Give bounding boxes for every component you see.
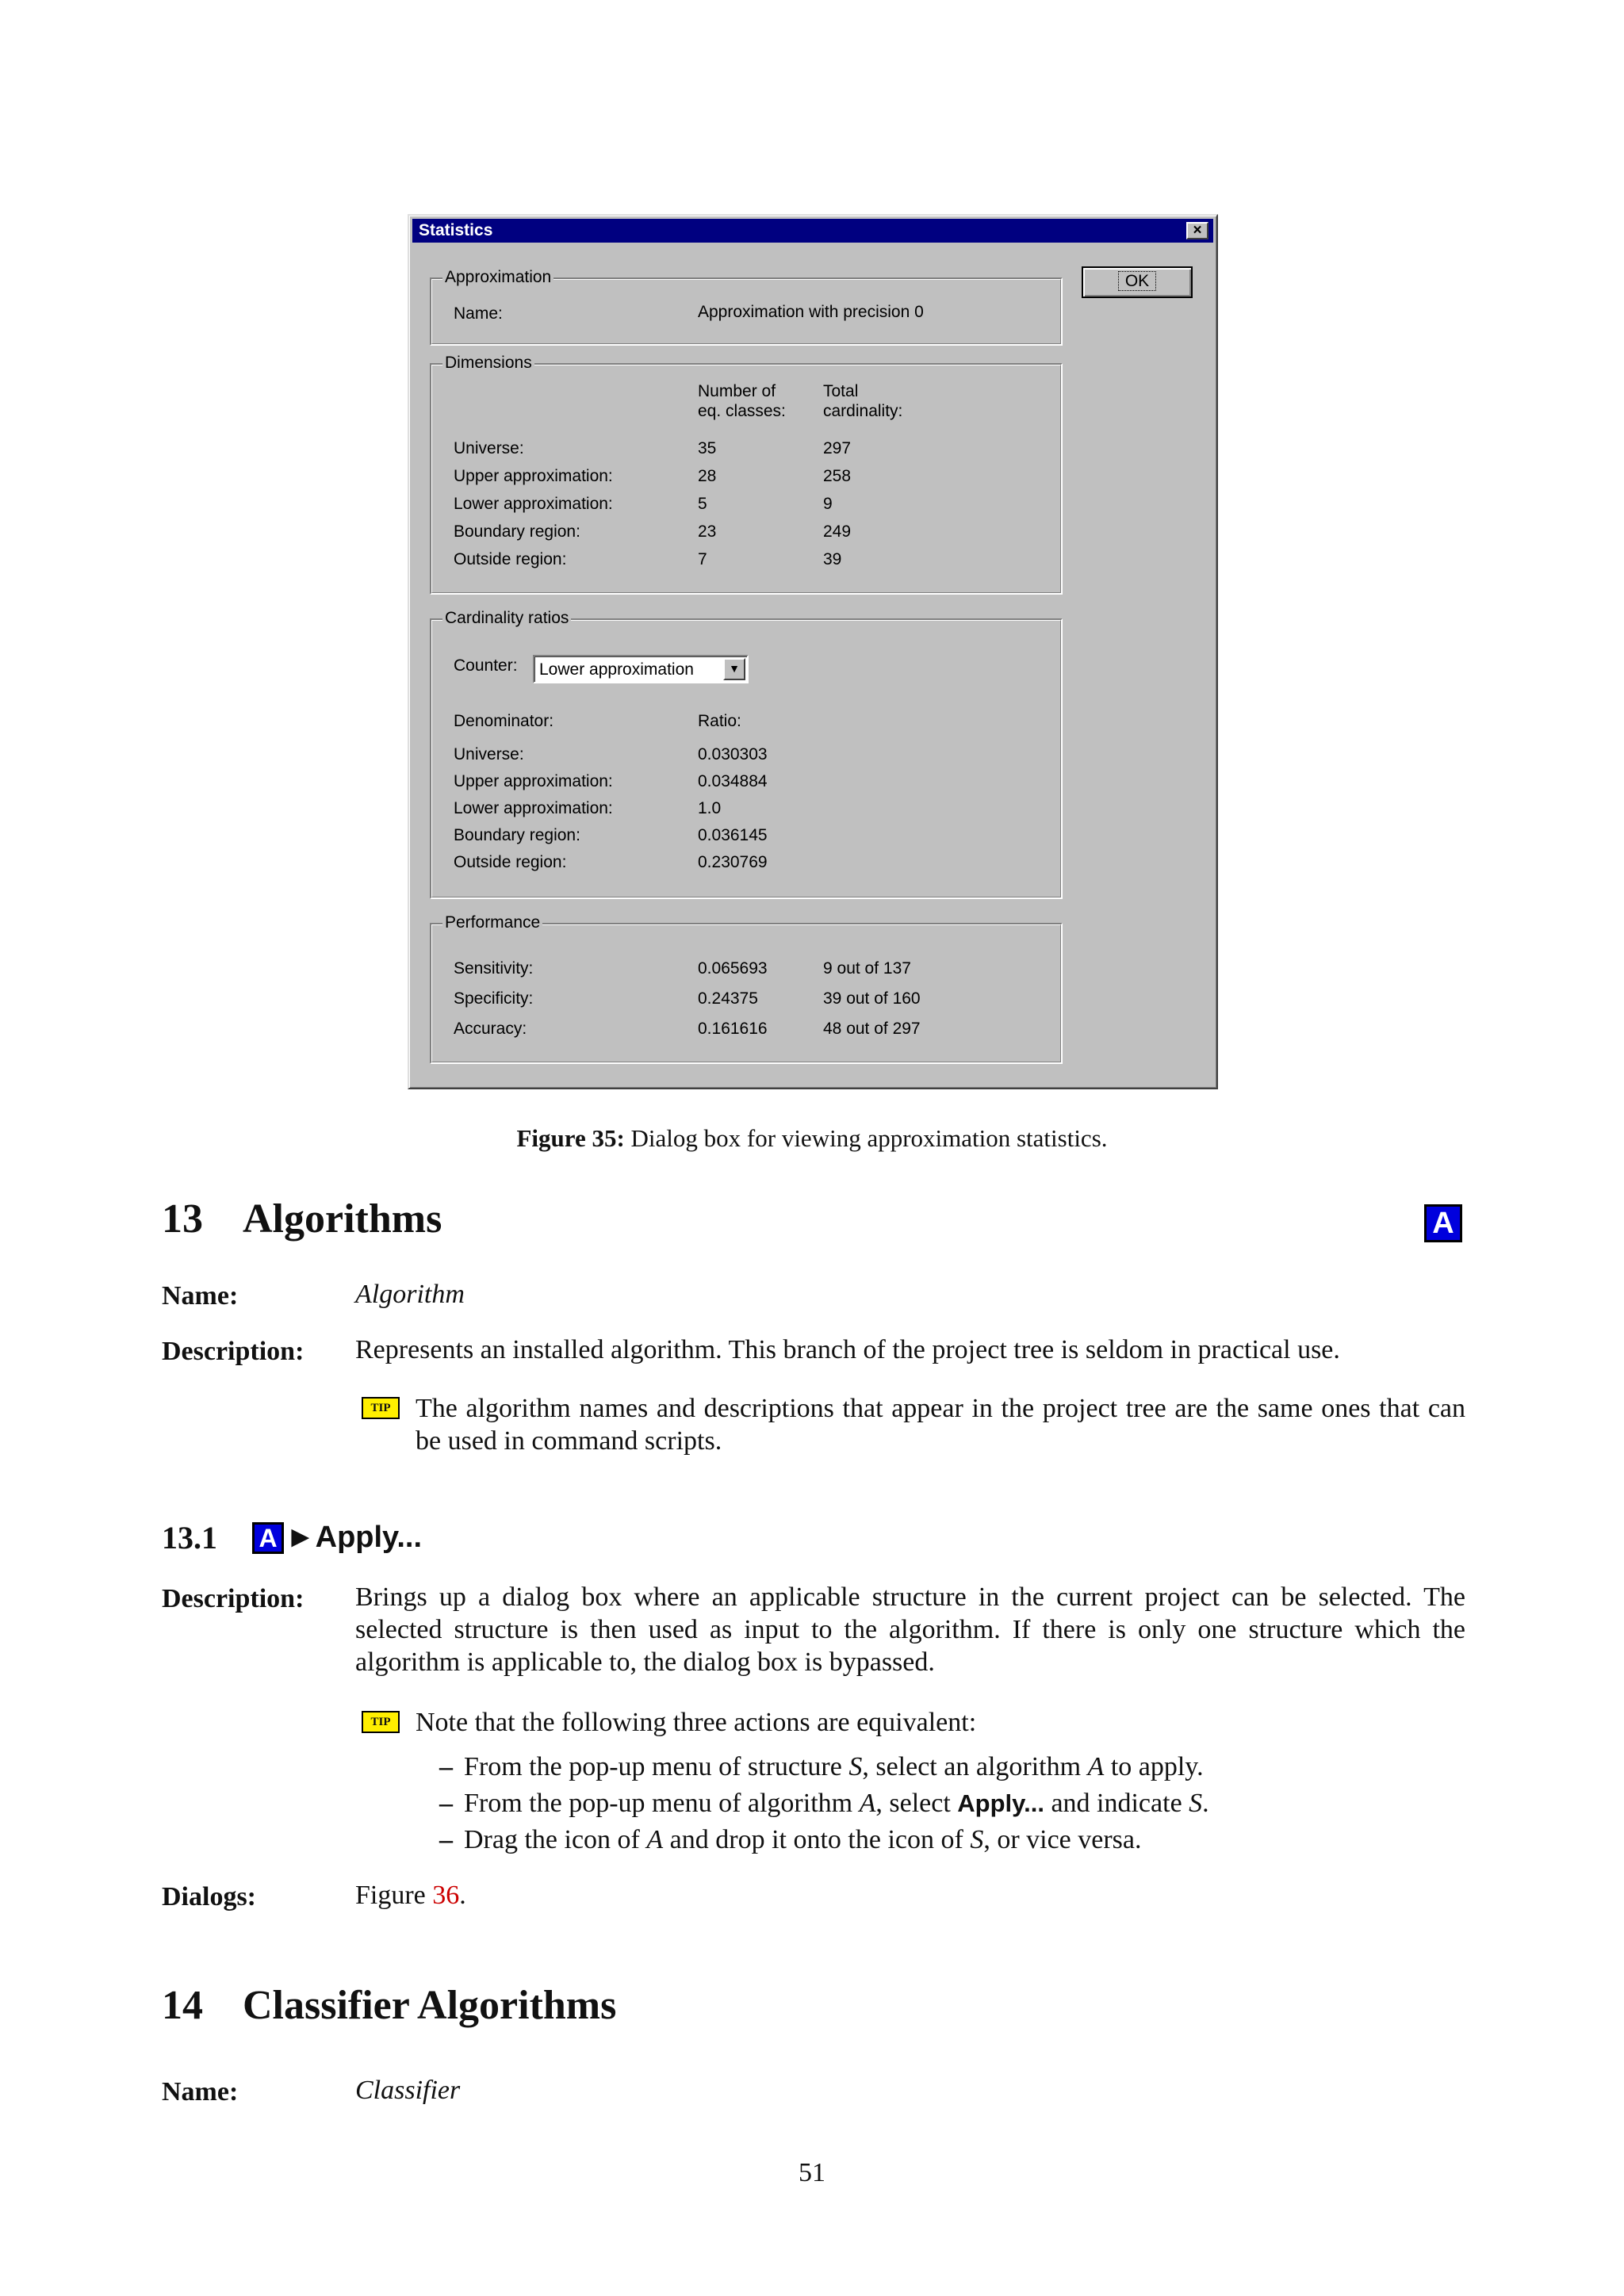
ratio-row-value: 0.034884: [698, 772, 768, 790]
list-text: , select: [875, 1789, 958, 1818]
tip-text: The algorithm names and descriptions that appear in the project tree are the same ones that can be used in command scripts.: [416, 1394, 1465, 1456]
performance-row-value: 0.24375: [698, 989, 758, 1008]
list-variable: A: [1087, 1752, 1105, 1781]
dimensions-row-label: Outside region:: [454, 550, 567, 568]
dimensions-col1-header-line1: Number of: [698, 382, 776, 400]
cardinality-ratios-legend: Cardinality ratios: [442, 609, 571, 628]
figure-caption: [0, 1124, 1624, 1153]
apply-menu-item: Apply...: [315, 1521, 423, 1554]
approximation-group: [430, 268, 1063, 346]
dimensions-row-label: Universe:: [454, 439, 524, 457]
dialogs-suffix: .: [459, 1881, 466, 1910]
approximation-name-label: Name:: [454, 304, 503, 323]
performance-group: [430, 913, 1063, 1064]
description-text: Represents an installed algorithm. This branch of the project tree is seldom in practical use.: [355, 1335, 1340, 1364]
list-text: and indicate: [1044, 1789, 1189, 1818]
section-13-1-title: [285, 1521, 422, 1555]
list-dash: –: [439, 1825, 453, 1854]
list-text: , select an algorithm: [862, 1752, 1088, 1781]
dimensions-group: [430, 354, 1063, 595]
list-item: [439, 1825, 1142, 1855]
list-item: [439, 1789, 1209, 1819]
dialogs-value: [355, 1879, 1465, 1911]
list-text: to apply.: [1104, 1752, 1204, 1781]
list-variable: A: [859, 1789, 876, 1818]
section-13-1-number: 13.1: [162, 1520, 217, 1556]
counter-select-value: Lower approximation: [539, 660, 694, 679]
section-14-number: 14: [162, 1983, 203, 2028]
name-label: Name:: [162, 2077, 239, 2107]
ratio-row-value: 1.0: [698, 799, 722, 817]
dimensions-row-cardinality: 39: [823, 550, 842, 568]
dimensions-row-classes: 23: [698, 522, 717, 541]
list-text: , or vice versa.: [983, 1825, 1142, 1854]
performance-row-value: 0.161616: [698, 1020, 768, 1038]
page-number: 51: [799, 2158, 825, 2187]
dimensions-col2-header-line2: cardinality:: [823, 402, 903, 420]
description-label: Description:: [162, 1337, 304, 1366]
list-variable: S: [1189, 1789, 1203, 1818]
dimensions-row-classes: 35: [698, 439, 717, 457]
dimensions-row-cardinality: 258: [823, 467, 852, 485]
algorithm-icon: A: [252, 1522, 284, 1554]
dimensions-row-classes: 7: [698, 550, 707, 568]
ratio-row-value: 0.036145: [698, 826, 768, 844]
list-text: From the pop-up menu of structure: [464, 1752, 849, 1781]
ratio-row-label: Universe:: [454, 745, 524, 763]
dimensions-row-cardinality: 249: [823, 522, 852, 541]
close-icon[interactable]: ×: [1186, 222, 1208, 239]
dialogs-prefix: Figure: [355, 1881, 433, 1910]
name-value: Algorithm: [355, 1280, 465, 1309]
performance-row-detail: 48 out of 297: [823, 1020, 921, 1038]
section-13-heading: [162, 1196, 442, 1242]
performance-row-value: 0.065693: [698, 959, 768, 978]
performance-row-label: Specificity:: [454, 989, 534, 1008]
section-14-title: Classifier Algorithms: [243, 1983, 617, 2028]
list-dash: –: [439, 1789, 453, 1818]
section-13-title: Algorithms: [243, 1196, 442, 1242]
ratio-row-value: 0.230769: [698, 853, 768, 871]
ratio-row-label: Outside region:: [454, 853, 567, 871]
figure-caption-text: Dialog box for viewing approximation statistics.: [624, 1124, 1108, 1152]
figure-caption-prefix: Figure 35:: [516, 1124, 625, 1152]
dimensions-row-label: Boundary region:: [454, 522, 580, 541]
list-variable: S: [970, 1825, 984, 1854]
chevron-down-icon[interactable]: ▼: [723, 658, 745, 680]
section-14-heading: [162, 1982, 616, 2029]
cardinality-ratios-group: [430, 609, 1063, 899]
dimensions-row-label: Upper approximation:: [454, 467, 613, 485]
tip-badge: TIP: [362, 1397, 400, 1419]
dimensions-row-label: Lower approximation:: [454, 495, 613, 513]
dimensions-row-cardinality: 297: [823, 439, 852, 457]
approximation-legend: Approximation: [442, 268, 553, 287]
list-dash: –: [439, 1752, 453, 1781]
list-variable: S: [848, 1752, 863, 1781]
name-label: Name:: [162, 1281, 239, 1311]
ratio-row-label: Upper approximation:: [454, 772, 613, 790]
ratio-label: Ratio:: [698, 712, 741, 730]
description-label: Description:: [162, 1584, 304, 1613]
performance-legend: Performance: [442, 913, 542, 932]
section-13-number: 13: [162, 1196, 203, 1242]
figure-link[interactable]: 36: [432, 1881, 460, 1910]
counter-select[interactable]: [533, 655, 749, 683]
performance-row-detail: 9 out of 137: [823, 959, 911, 978]
ratio-row-label: Lower approximation:: [454, 799, 613, 817]
list-text: and drop it onto the icon of: [663, 1825, 971, 1854]
list-item: [439, 1752, 1204, 1782]
dialog-title: Statistics: [419, 221, 493, 239]
counter-label: Counter:: [454, 656, 518, 675]
tip-text: Note that the following three actions are equivalent:: [416, 1708, 977, 1737]
dimensions-legend: Dimensions: [442, 354, 534, 373]
dimensions-row-classes: 5: [698, 495, 707, 513]
performance-row-label: Accuracy:: [454, 1020, 527, 1038]
list-text: Drag the icon of: [464, 1825, 647, 1854]
dimensions-row-cardinality: 9: [823, 495, 833, 513]
name-value: Classifier: [355, 2076, 461, 2105]
dimensions-col2-header-line1: Total: [823, 382, 859, 400]
dimensions-row-classes: 28: [698, 467, 717, 485]
menu-arrow-icon: ►: [285, 1521, 316, 1554]
performance-row-detail: 39 out of 160: [823, 989, 921, 1008]
denominator-label: Denominator:: [454, 712, 554, 730]
dimensions-col1-header-line2: eq. classes:: [698, 402, 786, 420]
list-text: From the pop-up menu of algorithm: [464, 1789, 860, 1818]
ratio-row-value: 0.030303: [698, 745, 768, 763]
description-text: Brings up a dialog box where an applicable structure in the current project can be selected. The selected structure is then used as input to the algorithm. If there is only one structure which the algorithm is applicable to, the dialog box is bypassed.: [355, 1582, 1465, 1677]
tip-badge: TIP: [362, 1711, 400, 1733]
algorithm-icon: A: [1424, 1204, 1462, 1242]
approximation-name-value: Approximation with precision 0: [698, 303, 924, 321]
ok-button-label: OK: [1118, 271, 1156, 291]
dialog-titlebar[interactable]: [412, 219, 1213, 243]
list-text: .: [1202, 1789, 1209, 1818]
list-variable: A: [646, 1825, 664, 1854]
ratio-row-label: Boundary region:: [454, 826, 580, 844]
apply-command-text: Apply...: [957, 1789, 1044, 1817]
statistics-dialog: [408, 214, 1218, 1089]
dialogs-label: Dialogs:: [162, 1882, 256, 1911]
ok-button[interactable]: [1082, 266, 1193, 298]
performance-row-label: Sensitivity:: [454, 959, 534, 978]
